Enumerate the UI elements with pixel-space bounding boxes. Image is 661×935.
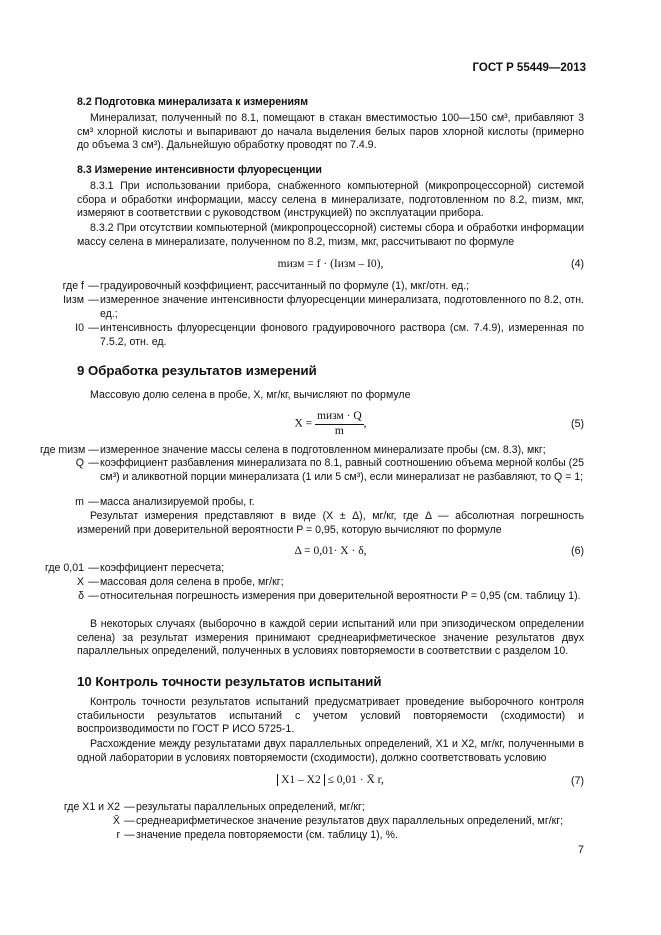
section-8-3-title: 8.3 Измерение интенсивности флуоресценции [77,164,322,176]
where-text: интенсивность флуоресценции фонового градуировочного раствора (см. 7.4.9), измеренная по 7.5.2, отн. ед. [100,322,584,348]
where-row: Iизм — измеренное значение интенсивности флуоресценции минерализата, подготовленного по 8.2, отн. ед.; [40,294,584,321]
document-header: ГОСТ Р 55449—2013 [472,62,586,74]
formula-7-rhs: ≤ 0,01 · X̄ r, [327,774,384,786]
section-9-paragraph-2: Результат измерения представляют в виде (X ± Δ), мг/кг, где Δ — абсолютная погрешность измерений при доверительной вероятности P = 0,95, которую вычисляют по формуле [77,510,584,536]
where-symbol: δ [78,590,84,602]
where-symbol: X̄ [112,815,120,827]
formula-6: Δ = 0,01· X · δ, [294,545,367,557]
where-text: измеренное значение интенсивности флуоресценции минерализата, подготовленного по 8.2, отн. ед.; [100,294,584,320]
section-9-title: 9 Обработка результатов измерений [77,363,317,378]
formula-5-number: (5) [571,418,584,430]
where-symbol: где mизм [40,444,86,456]
where-symbol: X [76,576,84,588]
where-row: где f — градуировочный коэффициент, рассчитанный по формуле (1), мкг/отн. ед.; [40,280,584,294]
where-text: значение предела повторяемости (см. таблицу 1), %. [136,829,398,841]
section-8-3-2-paragraph: 8.3.2 При отсутствии компьютерной (микропроцессорной) системы сбора и обработки информации массу селена в минерализате, полученном по 8.2, mизм, мкг, рассчитывают по формуле [77,222,584,248]
formula-4-number: (4) [571,258,584,270]
section-8-2-paragraph: Минерализат, полученный по 8.1, помещают в стакан вместимостью 100—150 см³, прибавляют 3 см³ хлорной кислоты и выпаривают до начала выделения белых паров хлорной кислоты (примерно до объема 3 см³). Дальнейшую обработку проводят по 7.4.9. [77,112,584,152]
formula-7 [77,774,584,788]
formula-6-number: (6) [571,545,584,557]
formula-5-numerator: mизм · Q [315,410,364,425]
where-row: X̄ — среднеарифметическое значение результатов двух параллельных определений, мг/кг; [40,815,584,829]
where-row: где mизм — измеренное значение массы селена в подготовленном минерализате пробы (см. 8.3), мкг; [40,444,584,458]
formula-5 [77,410,584,438]
where-row: Q — коэффициент разбавления минерализата по 8.1, равный соотношению объема мерной колбы (25 см³) и аликвотной порции минерализата (1 или 5 см³), если минерализат не разбавляют, то Q = 1; [40,457,584,484]
where-text: массовая доля селена в пробе, мг/кг; [100,576,284,588]
where-text: градуировочный коэффициент, рассчитанный по формуле (1), мкг/отн. ед.; [100,280,470,292]
formula-7-abs: X1 – X2 [277,774,325,786]
where-text: масса анализируемой пробы, г. [100,496,255,508]
where-symbol: где X1 и X2 [63,801,120,813]
where-text: относительная погрешность измерения при доверительной вероятности P = 0,95 (см. таблицу 1). [100,590,581,602]
where-text: среднеарифметическое значение результатов двух параллельных определений, мг/кг; [136,815,564,827]
where-symbol: Iизм [62,294,84,306]
where-row: где X1 и X2 — результаты параллельных определений, мг/кг; [40,801,584,815]
where-text: результаты параллельных определений, мг/кг; [136,801,365,813]
formula-4: mизм = f · (Iизм – I0), [277,258,384,270]
where-row: X — массовая доля селена в пробе, мг/кг; [40,576,584,590]
where-row: где 0,01 — коэффициент пересчета; [40,562,584,576]
section-9-paragraph-3: В некоторых случаях (выборочно в каждой серии испытаний или при эпизодическом определении селена) за результат измерения принимают среднеарифметическое значение результатов двух параллельных определений, полученных в условиях повторяемости в соответствии с разделом 10. [77,618,584,658]
where-symbol: где 0,01 [44,562,84,574]
section-8-3-1-paragraph: 8.3.1 При использовании прибора, снабженного компьютерной (микропроцессорной) системой сбора и обработки информации, массу селена в минерализате, подготовленном по 8.2, mизм, мкг, измеряют в соответствии с руководством (инструкцией) по эксплуатации прибора. [77,180,584,220]
where-symbol: r [116,829,120,841]
section-9-paragraph-1: Массовую долю селена в пробе, X, мг/кг, вычисляют по формуле [90,389,411,401]
where-row: m — масса анализируемой пробы, г. [40,496,584,510]
section-10-paragraph-1: Контроль точности результатов испытаний предусматривает проведение выборочного контроля стабильности результатов испытаний с учетом условий повторяемости (сходимости) и воспроизводимости по ГОСТ Р ИСО 5725-1. [77,696,584,736]
where-symbol: m [75,496,84,508]
where-row: I0 — интенсивность флуоресценции фонового градуировочного раствора (см. 7.4.9), измеренная по 7.5.2, отн. ед. [40,322,584,349]
formula-5-lhs: X = [294,417,313,430]
formula-5-tail: , [363,417,367,430]
where-row: δ — относительная погрешность измерения при доверительной вероятности P = 0,95 (см. таблицу 1). [40,590,584,604]
where-symbol: I0 [75,322,84,334]
section-8-2-title: 8.2 Подготовка минерализата к измерениям [77,96,309,108]
where-row: r — значение предела повторяемости (см. таблицу 1), %. [40,829,584,843]
section-10-title: 10 Контроль точности результатов испытаний [77,674,382,689]
formula-7-number: (7) [571,775,584,787]
where-text: коэффициент разбавления минерализата по 8.1, равный соотношению объема мерной колбы (25 см³) и аликвотной порции минерализата (1 или 5 см³), если минерализат не разбавляют, то Q = 1; [100,457,584,483]
page-number: 7 [577,844,584,856]
where-text: измеренное значение массы селена в подготовленном минерализате пробы (см. 8.3), мкг; [100,444,546,456]
where-text: коэффициент пересчета; [100,562,225,574]
section-10-paragraph-2: Расхождение между результатами двух параллельных определений, X1 и X2, мг/кг, полученными в одной лаборатории в условиях повторяемости (сходимости), должно соответствовать условию [77,738,584,764]
where-symbol: где f [62,280,84,292]
where-symbol: Q [75,457,84,469]
formula-5-denominator: m [334,424,344,437]
